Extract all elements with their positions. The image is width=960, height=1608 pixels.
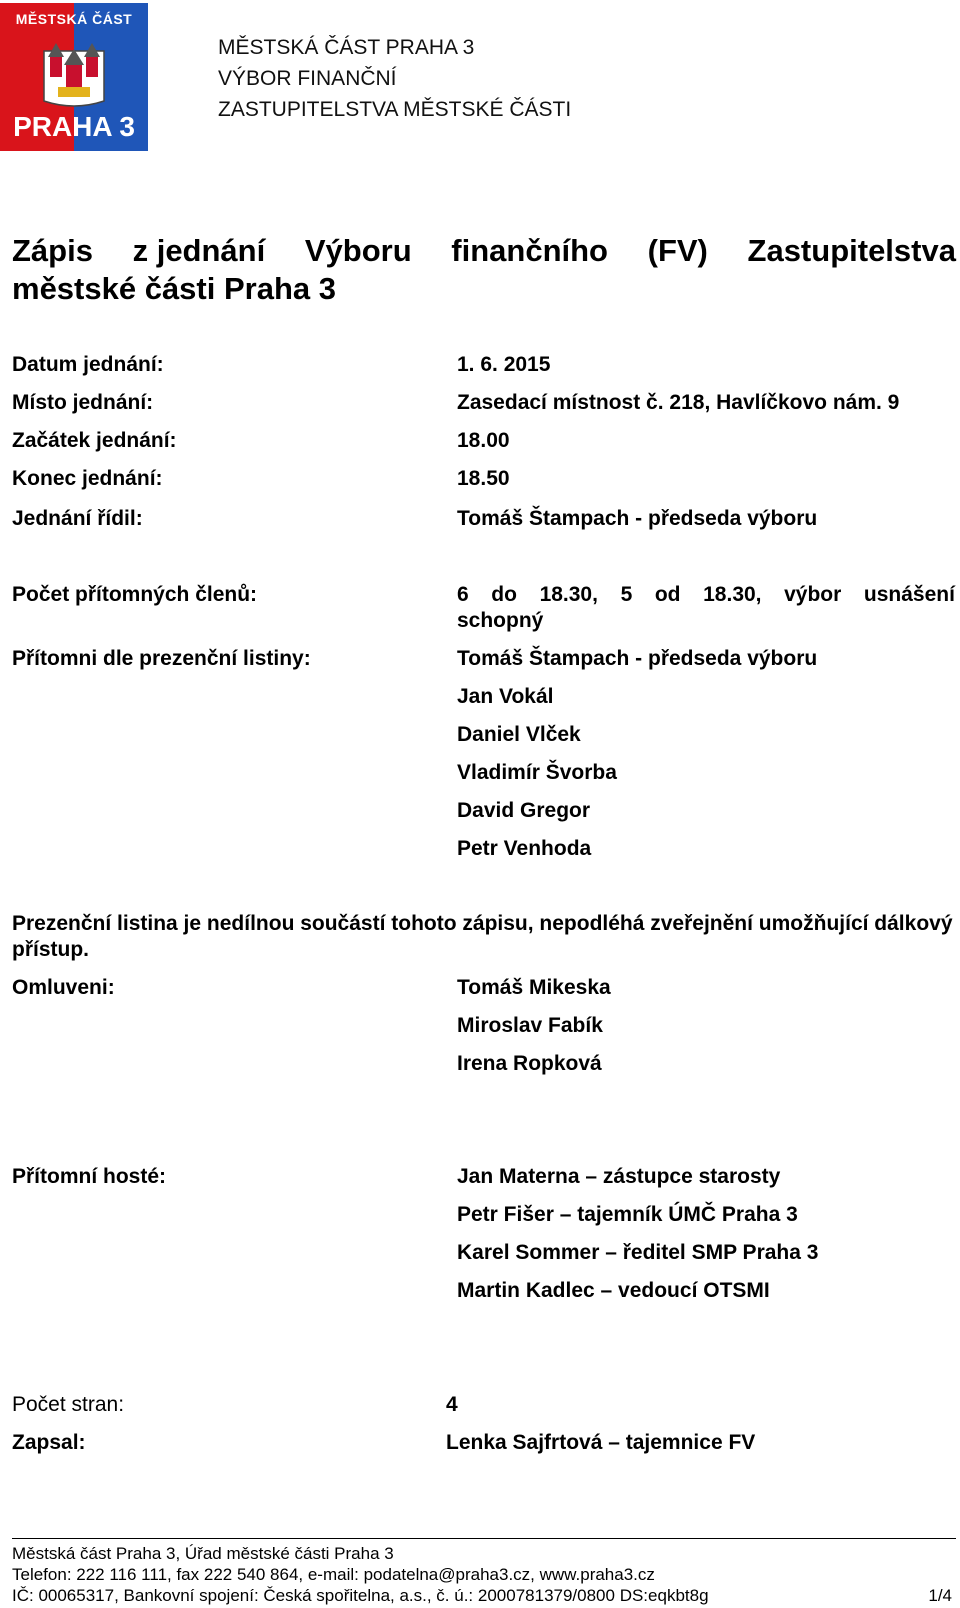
list-item: Petr Fišer – tajemník ÚMČ Praha 3: [457, 1203, 798, 1226]
pocet-label: Počet přítomných členů:: [12, 583, 258, 606]
datum-value: 1. 6. 2015: [457, 353, 551, 376]
list-item: Jan Vokál: [457, 685, 554, 708]
title-line-2: městské části Praha 3: [12, 271, 336, 306]
pocet-word: od: [654, 583, 681, 606]
list-item: Tomáš Mikeska: [457, 976, 611, 999]
header-line-3: ZASTUPITELSTVA MĚSTSKÉ ČÁSTI: [218, 98, 572, 121]
footer-line-1: Městská část Praha 3, Úřad městské části Praha 3: [12, 1544, 394, 1563]
pritomni-label: Přítomni dle prezenční listiny:: [12, 647, 311, 670]
footer-divider: [12, 1538, 956, 1539]
list-item: Tomáš Štampach - předseda výboru: [457, 647, 818, 670]
pocet-word: 5: [620, 583, 633, 606]
title-word: (FV): [647, 233, 708, 268]
omluveni-label: Omluveni:: [12, 976, 115, 999]
footer-line-3: IČ: 00065317, Bankovní spojení: Česká spořitelna, a.s., č. ú.: 2000781379/0800 DS:eqkbt8g: [12, 1586, 709, 1605]
title-word: Zápis: [12, 233, 93, 268]
list-item: Karel Sommer – ředitel SMP Praha 3: [457, 1241, 819, 1264]
list-item: Vladimír Švorba: [457, 761, 617, 784]
title-word: Zastupitelstva: [747, 233, 956, 268]
list-item: Martin Kadlec – vedoucí OTSMI: [457, 1279, 770, 1302]
zacatek-label: Začátek jednání:: [12, 429, 177, 452]
header-line-1: MĚSTSKÁ ČÁST PRAHA 3: [218, 36, 475, 59]
pocet-word: 18.30,: [703, 583, 762, 606]
zacatek-value: 18.00: [457, 429, 510, 452]
document-title: [12, 232, 956, 308]
title-word: finančního: [451, 233, 608, 268]
list-item: Miroslav Fabík: [457, 1014, 603, 1037]
title-word: Výboru: [304, 233, 412, 268]
list-item: Jan Materna – zástupce starosty: [457, 1165, 781, 1188]
stran-label: Počet stran:: [12, 1393, 125, 1416]
pocet-value-line-2: schopný: [457, 609, 544, 632]
datum-label: Datum jednání:: [12, 353, 164, 376]
pocet-word: 18.30,: [539, 583, 598, 606]
list-item: Irena Ropková: [457, 1052, 602, 1075]
ridil-value: Tomáš Štampach - předseda výboru: [457, 507, 818, 530]
list-item: Daniel Vlček: [457, 723, 581, 746]
pocet-word: 6: [457, 583, 469, 606]
misto-value: Zasedací místnost č. 218, Havlíčkovo nám. 9: [457, 391, 900, 414]
misto-label: Místo jednání:: [12, 391, 154, 414]
prezencni-note: Prezenční listina je nedílnou součástí tohoto zápisu, nepodléhá zveřejnění umožňující dálkový přístup.: [12, 912, 953, 961]
list-item: David Gregor: [457, 799, 591, 822]
ridil-label: Jednání řídil:: [12, 507, 143, 530]
konec-value: 18.50: [457, 467, 510, 490]
zapsal-value: Lenka Sajfrtová – tajemnice FV: [446, 1431, 756, 1454]
logo-bottom-text: PRAHA 3: [13, 111, 135, 142]
pocet-word: do: [491, 583, 517, 606]
page-number: 1/4: [928, 1586, 952, 1605]
pocet-word: výbor: [784, 583, 842, 606]
logo-top-text: MĚSTSKÁ ČÁST: [15, 11, 133, 27]
list-item: Petr Venhoda: [457, 837, 592, 860]
pocet-word: usnášení: [863, 583, 955, 606]
pocet-value: [457, 582, 955, 608]
header-line-2: VÝBOR FINANČNÍ: [218, 67, 397, 90]
praha3-logo: [0, 3, 148, 151]
stran-value: 4: [446, 1393, 458, 1416]
footer-line-2: Telefon: 222 116 111, fax 222 540 864, e-mail: podatelna@praha3.cz, www.praha3.cz: [12, 1565, 655, 1584]
zapsal-label: Zapsal:: [12, 1431, 86, 1454]
hoste-label: Přítomní hosté:: [12, 1165, 167, 1188]
title-word: z jednání: [132, 233, 266, 268]
konec-label: Konec jednání:: [12, 467, 163, 490]
castle-emblem-icon: [38, 31, 110, 107]
